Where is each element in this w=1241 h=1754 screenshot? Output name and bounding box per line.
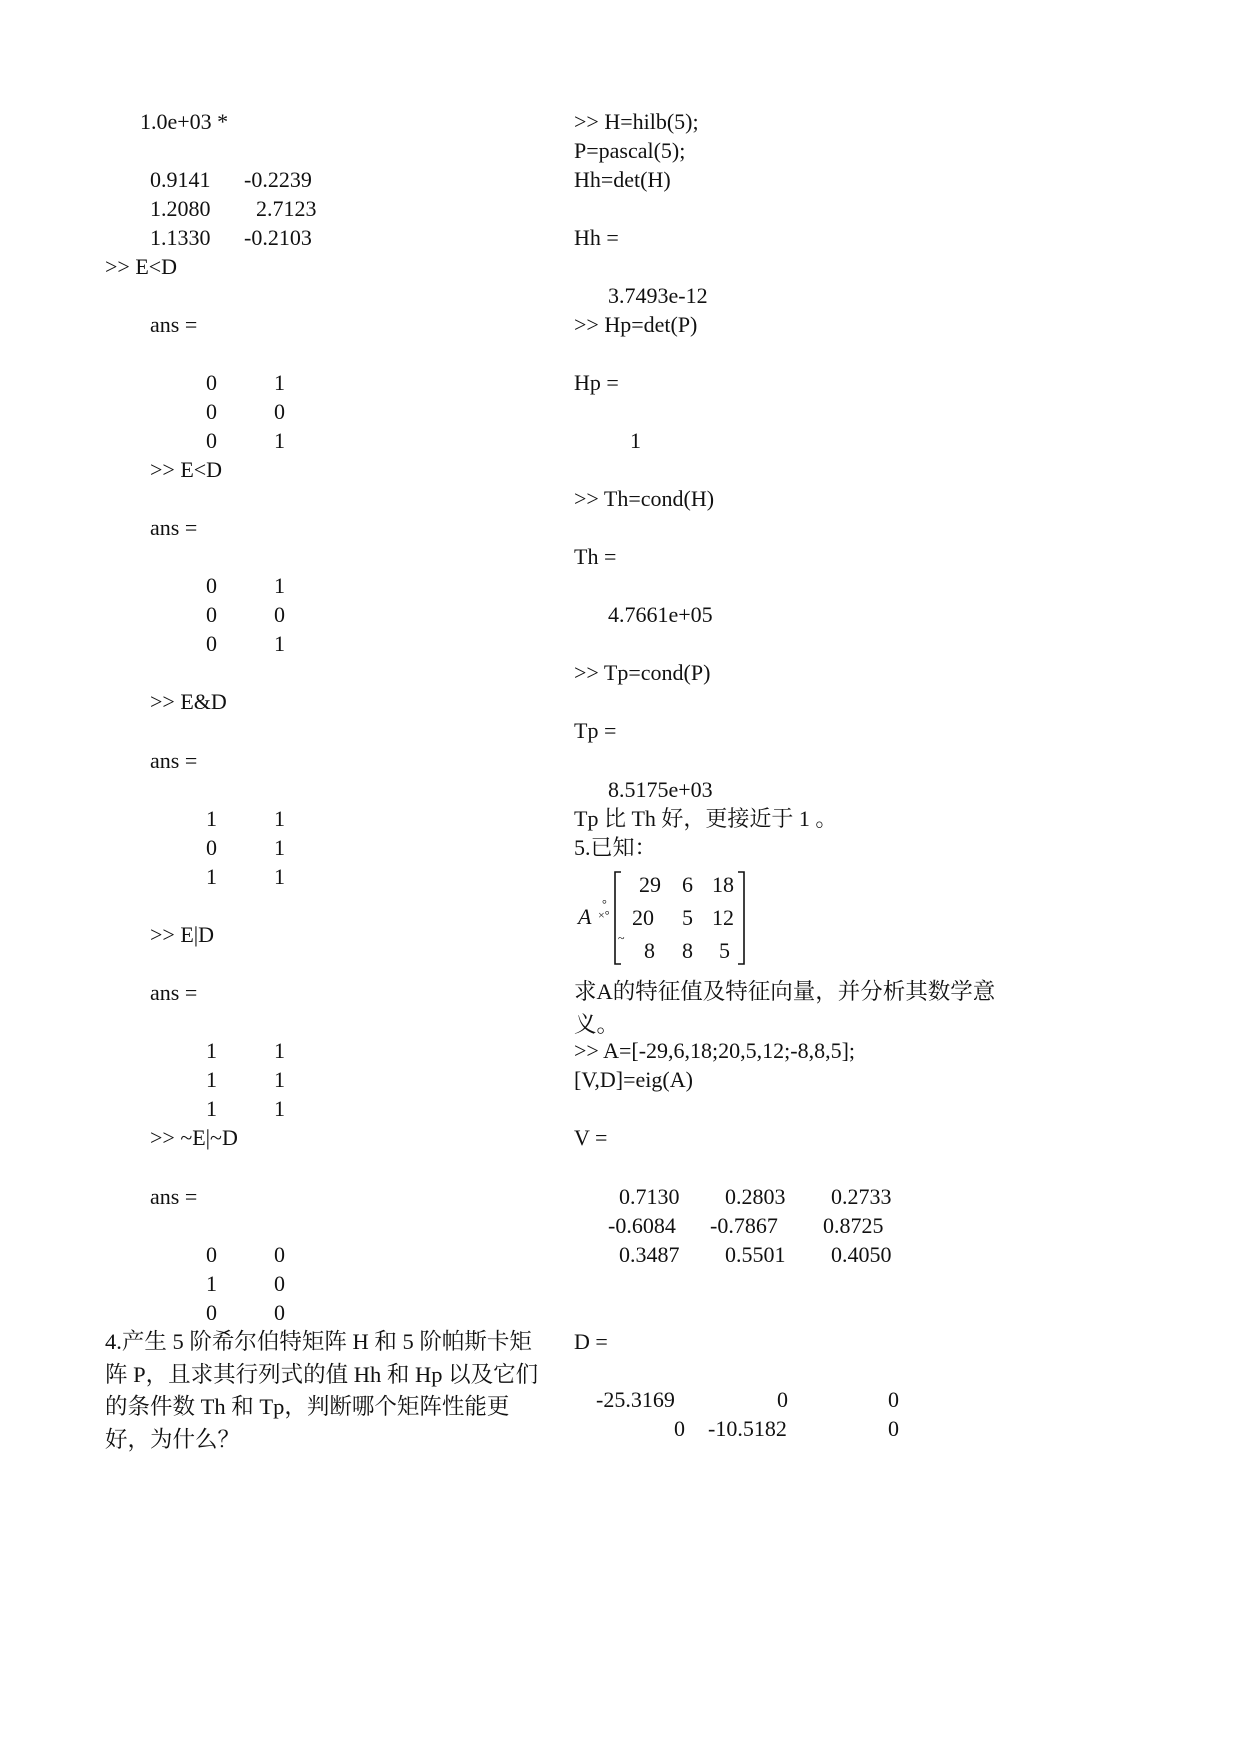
r5-r2c1: 0 [274, 1300, 285, 1325]
th-value: 4.7661e+05 [608, 602, 713, 627]
m1-r1c0: 1.2080 [150, 196, 211, 221]
v-r1c2: 0.8725 [823, 1213, 884, 1238]
matrix-r2c2: 5 [719, 938, 730, 963]
matrix-r1c1: 5 [682, 905, 693, 930]
v-r2c1: 0.5501 [725, 1242, 786, 1267]
v-r0c0: 0.7130 [619, 1184, 680, 1209]
hp-value: 1 [630, 428, 641, 453]
r4-r2c1: 1 [274, 1096, 285, 1121]
question-5-text: 求A的特征值及特征向量，并分析其数学意义。 [574, 979, 996, 1037]
matrix-r0c2: 18 [712, 872, 734, 897]
command-hilb: >> H=hilb(5); [574, 109, 699, 134]
th-label: Th = [574, 544, 617, 569]
r5-r0c1: 0 [274, 1242, 285, 1267]
m1-r0c0: 0.9141 [150, 167, 211, 192]
r1-r2c1: 1 [274, 428, 285, 453]
ans-label-2: ans = [150, 515, 198, 540]
r5-r0c0: 0 [206, 1242, 217, 1267]
matrix-a [574, 868, 754, 968]
r4-r1c0: 1 [206, 1067, 217, 1092]
v-label: V = [574, 1125, 608, 1150]
m1-r2c1: -0.2103 [244, 225, 312, 250]
d-r1c0: 0 [674, 1416, 685, 1441]
hh-value: 3.7493e-12 [608, 283, 708, 308]
matrix-r2c0: 8 [644, 938, 655, 963]
ans-label-4: ans = [150, 980, 198, 1005]
hh-label: Hh = [574, 225, 619, 250]
tp-label: Tp = [574, 718, 617, 743]
scale-factor: 1.0e+03 * [140, 109, 229, 134]
r4-r2c0: 1 [206, 1096, 217, 1121]
matrix-r1c0: 20 [632, 905, 654, 930]
question-4: 4.产生 5 阶希尔伯特矩阵 H 和 5 阶帕斯卡矩阵 P，且求其行列式的值 Hh 和 Hp 以及它们的条件数 Th 和 Tp，判断哪个矩阵性能更好，为什么？ [105, 1329, 539, 1452]
hp-label: Hp = [574, 370, 619, 395]
m1-r0c1: -0.2239 [244, 167, 312, 192]
matrix-label: A [578, 904, 592, 929]
matrix-symbol-b: ×° [598, 908, 610, 922]
v-r0c2: 0.2733 [831, 1184, 892, 1209]
command-3: >> E&D [150, 689, 227, 714]
conclusion: Tp 比 Th 好，更接近于 1 。 [574, 806, 838, 831]
r2-r1c1: 0 [274, 602, 285, 627]
command-2: >> E<D [150, 457, 223, 482]
r3-r0c0: 1 [206, 806, 217, 831]
r5-r1c1: 0 [274, 1271, 285, 1296]
command-pascal: P=pascal(5); [574, 138, 686, 163]
ans-label-3: ans = [150, 748, 198, 773]
command-1: >> E<D [105, 254, 178, 279]
tp-value: 8.5175e+03 [608, 777, 713, 802]
v-r1c1: -0.7867 [710, 1213, 778, 1238]
v-r2c0: 0.3487 [619, 1242, 680, 1267]
r2-r0c0: 0 [206, 573, 217, 598]
r3-r1c1: 1 [274, 835, 285, 860]
ans-label-5: ans = [150, 1184, 198, 1209]
command-eig: [V,D]=eig(A) [574, 1067, 693, 1092]
matrix-r2c1: 8 [682, 938, 693, 963]
matrix-symbol-c: ~ [618, 931, 625, 945]
matrix-r1c2: 12 [712, 905, 734, 930]
command-4: >> E|D [150, 922, 215, 947]
r2-r1c0: 0 [206, 602, 217, 627]
r1-r2c0: 0 [206, 428, 217, 453]
r3-r0c1: 1 [274, 806, 285, 831]
v-r1c0: -0.6084 [608, 1213, 676, 1238]
v-r0c1: 0.2803 [725, 1184, 786, 1209]
matrix-r0c1: 6 [682, 872, 693, 897]
r3-r2c0: 1 [206, 864, 217, 889]
r4-r0c0: 1 [206, 1038, 217, 1063]
r1-r0c0: 0 [206, 370, 217, 395]
r2-r2c1: 1 [274, 631, 285, 656]
command-det-p: >> Hp=det(P) [574, 312, 698, 337]
r5-r2c0: 0 [206, 1300, 217, 1325]
r2-r0c1: 1 [274, 573, 285, 598]
r4-r1c1: 1 [274, 1067, 285, 1092]
d-r0c1: 0 [777, 1387, 788, 1412]
command-cond-p: >> Tp=cond(P) [574, 660, 711, 685]
m1-r2c0: 1.1330 [150, 225, 211, 250]
m1-r1c1: 2.7123 [256, 196, 317, 221]
r5-r1c0: 1 [206, 1271, 217, 1296]
v-r2c2: 0.4050 [831, 1242, 892, 1267]
r3-r2c1: 1 [274, 864, 285, 889]
command-det-h: Hh=det(H) [574, 167, 671, 192]
d-label: D = [574, 1329, 608, 1354]
r2-r2c0: 0 [206, 631, 217, 656]
command-5: >> ~E|~D [150, 1125, 238, 1150]
command-cond-h: >> Th=cond(H) [574, 486, 715, 511]
matrix-symbol-a: ° [602, 897, 607, 911]
r4-r0c1: 1 [274, 1038, 285, 1063]
command-define-a: >> A=[-29,6,18;20,5,12;-8,8,5]; [574, 1038, 856, 1063]
ans-label-1: ans = [150, 312, 198, 337]
r1-r1c1: 0 [274, 399, 285, 424]
d-r1c2: 0 [888, 1416, 899, 1441]
r1-r1c0: 0 [206, 399, 217, 424]
r1-r0c1: 1 [274, 370, 285, 395]
d-r0c0: -25.3169 [596, 1387, 675, 1412]
matrix-r0c0: 29 [639, 872, 661, 897]
d-r1c1: -10.5182 [708, 1416, 787, 1441]
question-5-heading: 5.已知： [574, 835, 657, 860]
d-r0c2: 0 [888, 1387, 899, 1412]
r3-r1c0: 0 [206, 835, 217, 860]
